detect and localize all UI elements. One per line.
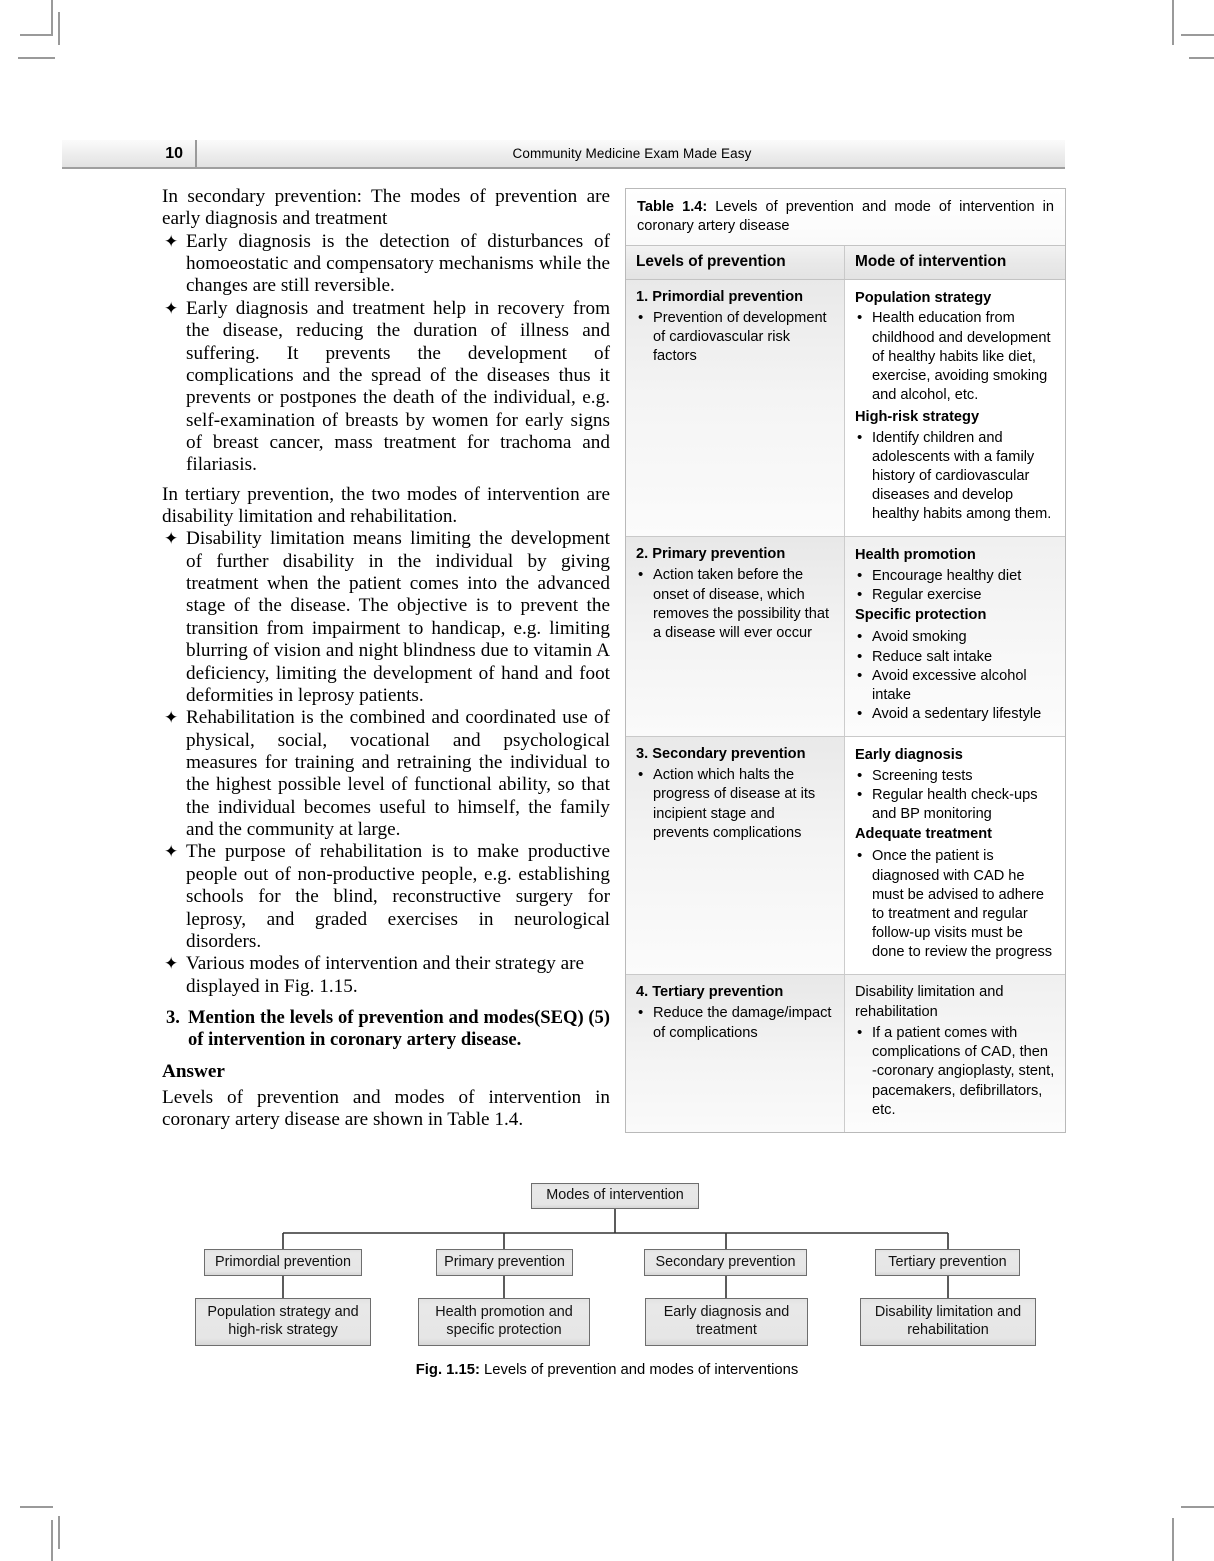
round-bullet-icon: • — [638, 566, 644, 584]
list-item — [855, 786, 1056, 824]
list-item — [855, 429, 1056, 525]
round-bullet-icon: • — [857, 705, 863, 723]
table-row — [626, 737, 1065, 975]
row-bullet-list — [636, 309, 834, 367]
list-item — [855, 648, 1056, 667]
crop-mark-top-left-vertical — [51, 0, 53, 35]
table-column-header-mode: Mode of intervention — [855, 253, 1007, 271]
list-item-text: Avoid a sedentary lifestyle — [872, 706, 1042, 723]
crop-mark-top-left-horizontal — [20, 34, 53, 36]
list-item-text: Avoid excessive alcohol intake — [872, 667, 1027, 703]
mode-bullet-list — [855, 567, 1056, 605]
crop-mark-top-right-horizontal-2 — [1189, 57, 1214, 59]
crop-mark-bottom-left-vertical-2 — [58, 1516, 60, 1549]
crop-mark-top-left-vertical-2 — [58, 12, 60, 45]
answer-text: Levels of prevention and modes of intervention in coronary artery disease are shown in Table 1.4. — [162, 1087, 610, 1131]
crop-mark-bottom-left-vertical — [51, 1520, 53, 1561]
list-item-text: Regular exercise — [872, 586, 982, 603]
question-text: Mention the levels of prevention and modes of intervention in coronary artery disease. — [188, 1006, 535, 1050]
list-item-text: Once the patient is diagnosed with CAD he must be advised to adhere to treatment and regular follow-up visits must be done to review the progress — [872, 848, 1053, 961]
round-bullet-icon: • — [638, 766, 644, 784]
round-bullet-icon: • — [857, 647, 863, 665]
row-title: 2. Primary prevention — [636, 546, 786, 563]
crop-mark-bottom-right-horizontal — [1181, 1506, 1214, 1508]
list-item — [162, 841, 610, 953]
row-bullet-list — [636, 566, 834, 643]
mode-bullet-list — [855, 767, 1056, 825]
mode-subheading: Health promotion — [855, 547, 976, 564]
page-number: 10 — [62, 140, 197, 167]
list-item-text: Prevention of development of cardiovascular risk factors — [653, 310, 827, 365]
round-bullet-icon: • — [638, 1004, 644, 1022]
list-item-text: Identify children and adolescents with a family history of cardiovascular diseases and develop healthy habits among them. — [872, 429, 1052, 523]
list-item-text: Action taken before the onset of disease, which removes the possibility that a disease will ever occur — [653, 567, 830, 641]
list-item-text: Various modes of intervention and their strategy are displayed in Fig. 1.15. — [186, 953, 585, 997]
list-item-text: Regular health check-ups and BP monitoring — [872, 786, 1038, 822]
list-item — [162, 953, 610, 998]
list-item-text: Early diagnosis and treatment help in recovery from the disease, reducing the duration of illness and suffering. It prevents the development of complications and the spread of the diseases thus it prevents or postpones the death of the individual, e.g. self-examination of breasts by women for early signs of breast cancer, mass treatment for trachoma and filariasis. — [186, 297, 610, 476]
list-item — [636, 766, 834, 843]
list-item-text: Encourage healthy diet — [872, 567, 1022, 584]
table-cell-levels — [626, 537, 845, 736]
mode-bullet-list — [855, 847, 1056, 962]
list-item — [855, 309, 1056, 405]
list-item — [855, 567, 1056, 586]
list-item-text: If a patient comes with complications of CAD, then -coronary angioplasty, stent, pacemakers, defibrillators, etc. — [872, 1024, 1055, 1118]
page-running-head — [62, 140, 1065, 169]
table-row — [626, 280, 1065, 537]
left-text-column — [162, 186, 610, 1132]
list-item — [855, 586, 1056, 605]
row-title: 1. Primordial prevention — [636, 289, 804, 306]
list-item — [855, 1024, 1056, 1120]
flowchart-node-mode-population: Population strategy and high-risk strategy — [195, 1298, 371, 1346]
figure-caption — [0, 1362, 1214, 1378]
flowchart-node-mode-early-diagnosis: Early diagnosis and treatment — [645, 1298, 808, 1346]
row-title: 4. Tertiary prevention — [636, 984, 784, 1001]
table-caption — [626, 189, 1065, 245]
list-item-text: Disability limitation means limiting the development of further disability in the individual by giving treatment when the patient comes into the advanced stage of the disease. The objective is to prevent the transition from impairment to handicap, e.g. limiting blurring of vision and night blindness due to vitamin A deficiency, limiting the development of hand and foot deformities in leprosy patients. — [186, 528, 610, 706]
table-cell-levels — [626, 280, 845, 536]
figure-caption-label: Fig. 1.15: — [415, 1362, 480, 1378]
round-bullet-icon: • — [857, 428, 863, 446]
list-item — [162, 298, 610, 477]
mode-bullet-list — [855, 309, 1056, 405]
round-bullet-icon: • — [857, 1023, 863, 1041]
book-title: Community Medicine Exam Made Easy — [512, 146, 752, 161]
crop-mark-bottom-right-vertical — [1172, 1518, 1174, 1561]
table-caption-text: Levels of prevention and mode of intervention in coronary artery disease — [637, 199, 1054, 234]
table-row — [626, 975, 1065, 1131]
round-bullet-icon: • — [857, 585, 863, 603]
row-bullet-list — [636, 766, 834, 843]
list-item-text: Rehabilitation is the combined and coordinated use of physical, social, vocational and psychological measures for training and retraining the individual to the highest possible level of functional ability, so that the individual becomes useful to himself, the family and the community at large. — [186, 707, 610, 841]
star-bullet-icon: ✦ — [164, 529, 179, 549]
list-item — [636, 566, 834, 643]
list-item-text: Early diagnosis is the detection of disturbances of homoeostatic and compensatory mechanisms while the changes are still reversible. — [186, 230, 610, 297]
star-bullet-icon: ✦ — [164, 708, 179, 728]
list-item-text: The purpose of rehabilitation is to make productive people out of non-productive people, e.g. establishing schools for the blind, reconstructive surgery for leprosy, and graded exercises in neurological disorders. — [186, 841, 610, 952]
table-header-row — [626, 245, 1065, 280]
round-bullet-icon: • — [638, 309, 644, 327]
crop-mark-top-left-horizontal-2 — [18, 57, 55, 59]
mode-subheading: Early diagnosis — [855, 747, 963, 764]
mode-subheading: Specific protection — [855, 607, 987, 624]
flowchart-node-level-tertiary: Tertiary prevention — [875, 1249, 1020, 1276]
flowchart-node-level-secondary: Secondary prevention — [644, 1249, 807, 1276]
table-cell-mode — [845, 280, 1065, 536]
list-item — [855, 667, 1056, 705]
round-bullet-icon: • — [857, 566, 863, 584]
row-title: 3. Secondary prevention — [636, 746, 806, 763]
mode-subheading: Adequate treatment — [855, 826, 993, 843]
round-bullet-icon: • — [857, 666, 863, 684]
table-row — [626, 537, 1065, 737]
list-item-text: Reduce the damage/impact of complications — [653, 1005, 832, 1041]
list-item — [636, 1004, 834, 1042]
question-block — [162, 1007, 610, 1051]
tertiary-prevention-bullet-list — [162, 528, 610, 998]
row-bullet-list — [636, 1004, 834, 1042]
flowchart-node-mode-health-promotion: Health promotion and specific protection — [418, 1298, 590, 1346]
round-bullet-icon: • — [857, 766, 863, 784]
table-caption-label: Table 1.4: — [637, 199, 708, 215]
list-item — [162, 231, 610, 298]
round-bullet-icon: • — [857, 847, 863, 865]
star-bullet-icon: ✦ — [164, 842, 179, 862]
list-item — [855, 847, 1056, 962]
flowchart-node-level-primary: Primary prevention — [436, 1249, 573, 1276]
list-item-text: Screening tests — [872, 767, 973, 784]
table-cell-levels — [626, 737, 845, 974]
mode-subheading: High-risk strategy — [855, 409, 980, 426]
list-item — [855, 628, 1056, 647]
round-bullet-icon: • — [857, 785, 863, 803]
list-item-text: Reduce salt intake — [872, 648, 993, 665]
question-marks: (SEQ) (5) — [534, 1006, 610, 1028]
figure-1-15-flowchart — [162, 1170, 1062, 1360]
secondary-prevention-bullet-list — [162, 231, 610, 477]
crop-mark-top-right-vertical — [1172, 0, 1174, 45]
table-cell-levels — [626, 975, 845, 1131]
figure-caption-text: Levels of prevention and modes of interventions — [484, 1362, 799, 1378]
list-item — [855, 705, 1056, 724]
question-number: 3. — [166, 1006, 180, 1028]
list-item-text: Health education from childhood and development of healthy habits like diet, exercise, avoiding smoking and alcohol, etc. — [872, 310, 1051, 404]
table-cell-mode — [845, 737, 1065, 974]
star-bullet-icon: ✦ — [164, 298, 179, 318]
flowchart-node-root: Modes of intervention — [531, 1183, 699, 1209]
tertiary-prevention-intro: In tertiary prevention, the two modes of intervention are disability limitation and rehabilitation. — [162, 483, 610, 528]
table-1-4 — [625, 188, 1066, 1133]
mode-subheading: Population strategy — [855, 290, 992, 307]
flowchart-node-mode-disability: Disability limitation and rehabilitation — [860, 1298, 1036, 1346]
mode-plain-text: Disability limitation and rehabilitation — [855, 984, 1004, 1020]
star-bullet-icon: ✦ — [164, 231, 179, 251]
list-item — [162, 707, 610, 841]
crop-mark-bottom-left-horizontal — [20, 1506, 53, 1508]
mode-bullet-list — [855, 628, 1056, 724]
list-item-text: Avoid smoking — [872, 629, 967, 646]
round-bullet-icon: • — [857, 309, 863, 327]
answer-heading: Answer — [162, 1060, 225, 1082]
mode-bullet-list — [855, 429, 1056, 525]
round-bullet-icon: • — [857, 628, 863, 646]
list-item — [855, 767, 1056, 786]
table-column-header-levels: Levels of prevention — [626, 246, 845, 279]
table-cell-mode — [845, 537, 1065, 736]
secondary-prevention-intro: In secondary prevention: The modes of prevention are early diagnosis and treatment — [162, 186, 610, 230]
star-bullet-icon: ✦ — [164, 954, 179, 974]
flowchart-node-level-primordial: Primordial prevention — [204, 1249, 362, 1276]
crop-mark-top-right-horizontal — [1181, 34, 1214, 36]
list-item — [162, 528, 610, 707]
list-item-text: Action which halts the progress of disease at its incipient stage and prevents complications — [653, 767, 816, 841]
mode-bullet-list — [855, 1024, 1056, 1120]
list-item — [636, 309, 834, 367]
table-cell-mode — [845, 975, 1065, 1131]
